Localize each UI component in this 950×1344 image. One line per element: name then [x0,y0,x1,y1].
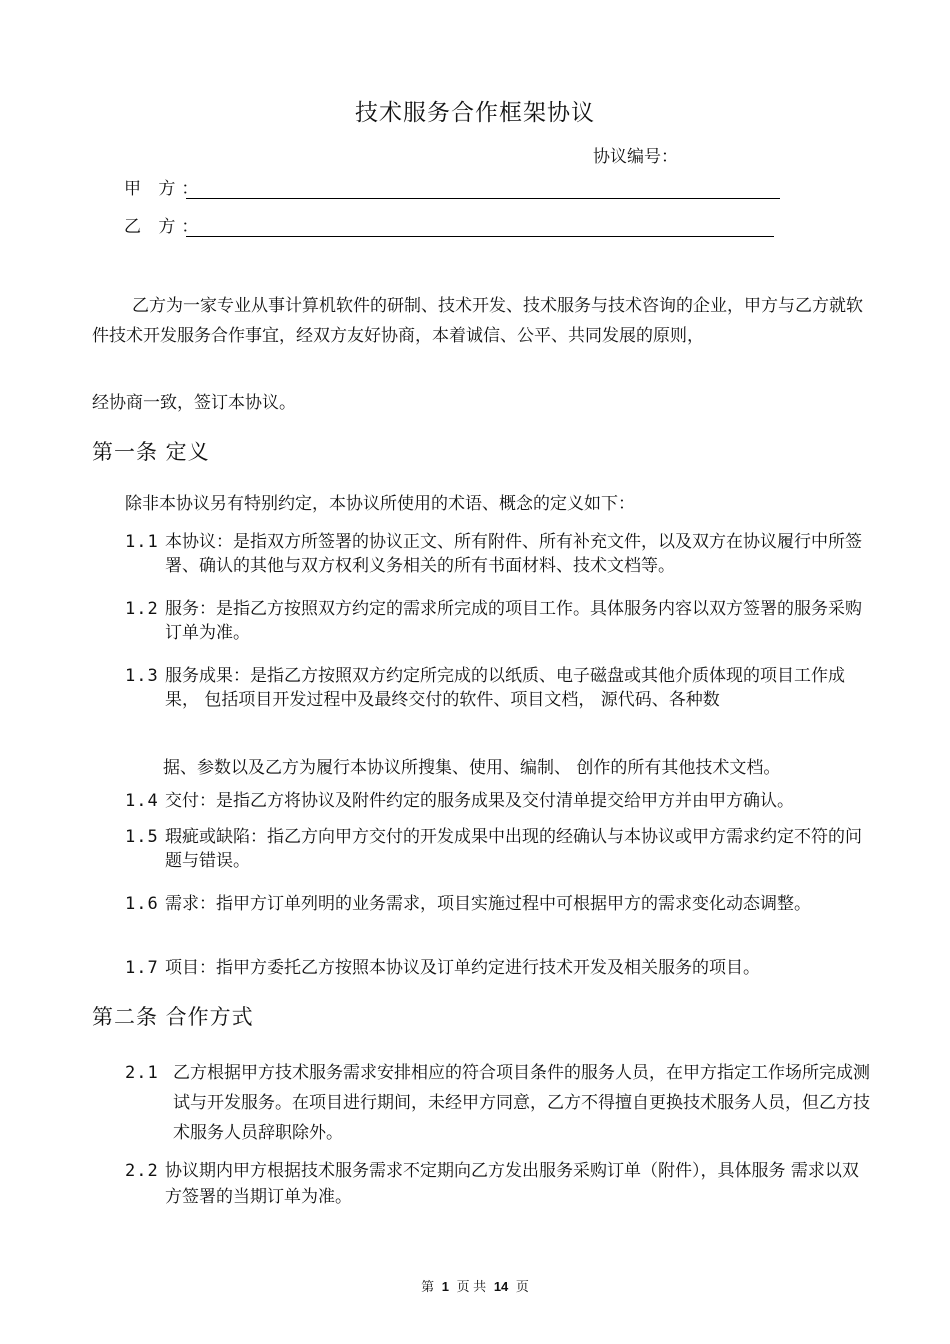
footer-middle: 页 共 [456,1279,487,1294]
clause-text: 交付：是指乙方将协议及附件约定的服务成果及交付清单提交给甲方并由甲方确认。 [165,791,794,811]
page-footer [0,1276,950,1295]
party-a-blank-line [186,180,780,199]
footer-prefix: 第 [421,1279,435,1294]
clause-number: 1.2 [125,599,159,619]
clause-1-3-continuation: 据、参数以及乙方为履行本协议所搜集、使用、编制、 创作的所有其他技术文档。 [163,758,781,778]
party-b-blank-line [186,218,774,237]
footer-total-pages: 14 [493,1279,509,1294]
clause-text: 项目：指甲方委托乙方按照本协议及订单约定进行技术开发及相关服务的项目。 [165,958,760,978]
clause-1-4 [125,789,870,813]
clause-2-1 [125,1058,870,1148]
clause-number: 1.3 [125,666,159,686]
party-b-row [124,212,774,237]
clause-text: 瑕疵或缺陷：指乙方向甲方交付的开发成果中出现的经确认与本协议或甲方需求约定不符的问题与错误。 [165,827,862,871]
party-b-label: 乙 方： [124,217,205,237]
clause-1-7 [125,956,870,980]
clause-1-2 [125,597,870,645]
clause-number: 1.4 [125,791,159,811]
footer-current-page: 1 [441,1279,449,1294]
clause-text: 需求：指甲方订单列明的业务需求，项目实施过程中可根据甲方的需求变化动态调整。 [165,894,811,914]
article-2-heading: 第二条 合作方式 [92,1005,254,1029]
clause-number: 1.5 [125,827,159,847]
clause-1-1 [125,530,870,578]
clause-1-3 [125,664,870,712]
document-title: 技术服务合作框架协议 [355,100,595,126]
clause-number: 2.2 [125,1161,159,1181]
clause-number: 1.1 [125,532,159,552]
party-a-row [124,174,780,199]
clause-number: 2.1 [125,1063,159,1083]
clause-text: 服务：是指乙方按照双方约定的需求所完成的项目工作。具体服务内容以双方签署的服务采购订单为准。 [165,599,862,643]
intro-last-line: 经协商一致，签订本协议。 [92,393,296,413]
clause-2-2 [125,1158,870,1210]
clause-text: 本协议：是指双方所签署的协议正文、所有附件、所有补充文件，以及双方在协议履行中所签署、确认的其他与双方权利义务相关的所有书面材料、技术文档等。 [165,532,862,576]
intro-paragraph: 乙方为一家专业从事计算机软件的研制、技术开发、技术服务与技术咨询的企业，甲方与乙方就软件技术开发服务合作事宜，经双方友好协商，本着诚信、公平、共同发展的原则， [92,296,863,346]
article-1-lead: 除非本协议另有特别约定，本协议所使用的术语、概念的定义如下： [125,494,635,514]
agreement-number-label: 协议编号： [593,147,678,167]
clause-1-6 [125,892,870,916]
clause-1-5 [125,825,870,873]
clause-text: 服务成果：是指乙方按照双方约定所完成的以纸质、电子磁盘或其他介质体现的项目工作成果， 包括项目开发过程中及最终交付的软件、项目文档， 源代码、各种数 [165,666,845,710]
footer-suffix: 页 [515,1279,529,1294]
clause-text: 协议期内甲方根据技术服务需求不定期向乙方发出服务采购订单（附件），具体服务 需求以双方签署的当期订单为准。 [165,1161,859,1207]
party-a-label: 甲 方： [124,179,205,199]
clause-number: 1.7 [125,958,159,978]
article-1-heading: 第一条 定义 [92,440,210,464]
clause-number: 1.6 [125,894,159,914]
clause-text: 乙方根据甲方技术服务需求安排相应的符合项目条件的服务人员，在甲方指定工作场所完成测试与开发服务。在项目进行期间，未经甲方同意，乙方不得擅自更换技术服务人员，但乙方技术服务人员辞职除外。 [173,1063,870,1143]
